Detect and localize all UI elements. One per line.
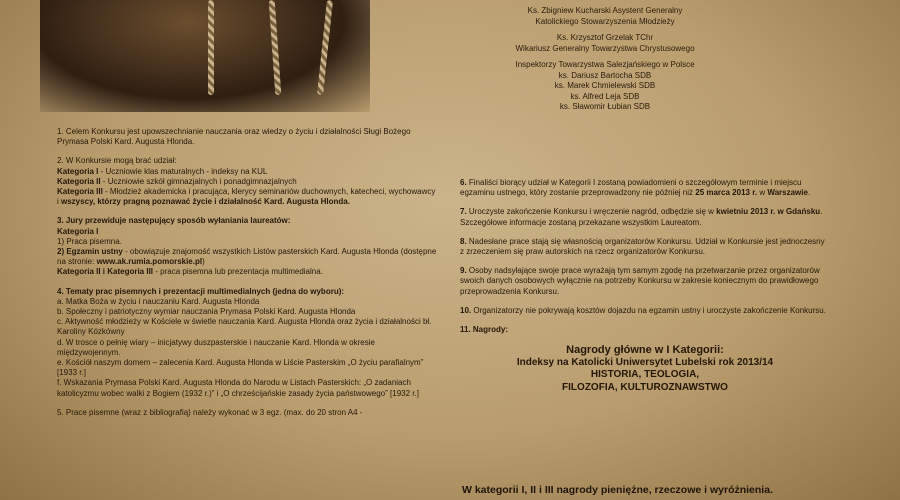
rule-9-text: Osoby nadsyłające swoje prace wyrażają tym samym zgodę na przetwarzanie przez organizatorów swoich danych osobowych wyłącznie na potrzeby Konkursu w zakresie koniecznym do prawidłowego przeprowadzenia Konkursu.: [460, 266, 820, 296]
rule-4: [57, 287, 437, 399]
rule-6-text: Finaliści biorący udział w Kategorii I zostaną powiadomieni o szczegółowym terminie i miejscu egzaminu ustnego, który zostanie przeprowadzony nie później niż: [460, 178, 802, 198]
prize-heading: Nagrody główne w I Kategorii:: [566, 344, 724, 357]
rule-number: 8.: [460, 236, 467, 246]
rule-number: 7.: [460, 207, 467, 217]
organizer-name: ks. Sławomir Łubian SDB: [559, 102, 651, 111]
rule-6: [460, 178, 830, 198]
rule-3-item-2-text: - obowiązuje znajomość wszystkich Listów pasterskich Kard. Augusta Hlonda (dostępne na stronie:: [57, 247, 437, 267]
organizer-name: ks. Marek Chmielewski SDB: [554, 81, 656, 90]
rope-decoration: [317, 0, 333, 95]
organizer-group: Inspektorzy Towarzystwa Salezjańskiego w Polsce: [515, 60, 695, 69]
prize-line: FILOZOFIA, KULTUROZNAWSTWO: [562, 381, 728, 393]
punctuation: .: [820, 207, 823, 217]
category-3-label: Kategoria III: [57, 187, 103, 197]
rule-3-title: 3. Jury przewiduje następujący sposób wyłaniania laureatów:: [57, 216, 291, 226]
rule-8-text: Nadesłane prace stają się własnością organizatorów Konkursu. Udział w Konkursie jest jednoczesny z zrzeczeniem się praw autorskich na rzecz organizatorów Konkursu.: [460, 236, 825, 257]
topic-a: a. Matka Boża w życiu i nauczaniu Kard. Augusta Hlonda: [57, 296, 260, 306]
rule-11: 11. Nagrody:: [460, 325, 509, 335]
topic-f: f. Wskazania Prymasa Polski Kard. Augusta Hlonda do Narodu w Listach Pasterskich: „O zadaniach katolicyzmu wobec walki z Bogiem (1932 r.)” i „O chrześcijańskie zasady życia państwowego” [1932 r.]: [57, 378, 419, 398]
category-1-text: - Uczniowie klas maturalnych - indeksy na KUL: [98, 166, 268, 176]
topic-d: d. W trosce o pełnię wiary – inicjatywy duszpasterskie i nauczanie Kard. Hlonda w okresie międzywojennym.: [57, 337, 375, 357]
ceremony-date: kwietniu 2013 r. w Gdańsku: [716, 207, 821, 217]
rule-3-item-2-label: 2) Egzamin ustny: [57, 247, 123, 257]
rule-number: 6.: [460, 178, 467, 187]
rule-3-category-1: Kategoria I: [57, 226, 99, 236]
rule-5: 5. Prace pisemne (wraz z bibliografią) należy wykonać w 3 egz. (max. do 20 stron A4 -: [57, 407, 363, 417]
rule-9: [460, 266, 830, 297]
prize-line: Indeksy na Katolicki Uniwersytet Lubelski rok 2013/14: [516, 356, 774, 368]
organizer-role: Katolickiego Stowarzyszenia Młodzieży: [535, 16, 675, 26]
rope-decoration: [208, 0, 214, 95]
category-3-bold: wszyscy, którzy pragną poznawać życie i działalność Kard. Augusta Hlonda.: [61, 197, 350, 207]
rules-right-column: [460, 178, 830, 394]
rule-3-item-1: 1) Praca pisemna.: [57, 236, 122, 246]
rules-left-column: [57, 127, 437, 427]
rule-number: 10.: [460, 305, 472, 315]
rule-3-category-23-text: - praca pisemna lub prezentacja multimedialna.: [153, 267, 323, 277]
topic-b: b. Społeczny i patriotyczny wymiar nauczania Prymasa Polski Kard. Augusta Hlonda: [57, 307, 356, 317]
rule-7: [460, 207, 830, 227]
organizers-list: [470, 6, 740, 119]
rule-7-text: Uroczyste zakończenie Konkursu i wręczenie nagród, odbędzie się w: [466, 207, 717, 217]
rule-10-text: Organizatorzy nie pokrywają kosztów dojazdu na egzamin ustny i uroczyste zakończenie Konkursu.: [471, 305, 826, 315]
rule-8: [460, 237, 830, 257]
rule-number: 9.: [460, 266, 467, 276]
category-1-label: Kategoria I: [57, 166, 99, 176]
organizer-name: Ks. Zbigniew Kucharski Asystent Generalny: [527, 6, 683, 15]
category-2-label: Kategoria II: [57, 176, 101, 186]
connector: w: [757, 188, 768, 198]
organizer-name: Ks. Krzysztof Grzelak TChr: [556, 33, 654, 42]
rule-2: [57, 156, 437, 207]
exam-date: 25 marca 2013 r.: [695, 188, 758, 198]
topic-c: c. Aktywność młodzieży w Kościele w świetle nauczania Kard. Augusta Hlonda oraz życia i działalności bł. Karoliny Kózkówny: [57, 317, 432, 337]
prizes-block: [460, 344, 830, 394]
final-prizes-note: W kategorii I, II i III nagrody pieniężne, rzeczowe i wyróżnienia.: [462, 484, 773, 496]
organizer-name: ks. Dariusz Bartocha SDB: [558, 70, 652, 80]
rule-10: [460, 306, 830, 316]
organizer-name: ks. Alfred Leja SDB: [570, 91, 640, 101]
organizer-role: Wikariusz Generalny Towarzystwa Chrystusowego: [515, 43, 695, 53]
header-photo: [40, 0, 370, 112]
rule-7-note: Szczegółowe informacje zostaną przekazane wszystkim Laureatom.: [460, 217, 702, 227]
rule-1: 1. Celem Konkursu jest upowszechnianie nauczania oraz wiedzy o życiu i działalności Sługi Bożego Prymasa Polski Kard. Augusta Hlonda.: [57, 127, 411, 147]
rope-decoration: [269, 0, 282, 95]
rule-2-title: 2. W Konkursie mogą brać udział:: [57, 156, 177, 166]
punctuation: .: [807, 188, 811, 198]
rule-3-category-23: Kategoria II i Kategoria III: [57, 267, 154, 277]
topic-e: e. Kościół naszym domem – zalecenia Kard. Augusta Hlonda w Liście Pasterskim „O życiu parafialnym” [1933 r.]: [57, 358, 424, 378]
exam-place: Warszawie: [767, 188, 808, 198]
category-3-text: - Młodzież akademicka i pracująca, klerycy seminariów duchownych, katecheci, wychowawcy i: [57, 187, 436, 207]
rule-4-title: 4. Tematy prac pisemnych i prezentacji multimedialnych (jedna do wyboru):: [57, 286, 345, 296]
category-2-text: - Uczniowie szkół gimnazjalnych i ponadgimnazjalnych: [100, 176, 297, 186]
punctuation: ): [202, 257, 205, 267]
prize-line: HISTORIA, TEOLOGIA,: [590, 369, 700, 381]
website-link[interactable]: www.ak.rumia.pomorskie.pl: [96, 257, 203, 267]
rule-3: [57, 216, 437, 277]
